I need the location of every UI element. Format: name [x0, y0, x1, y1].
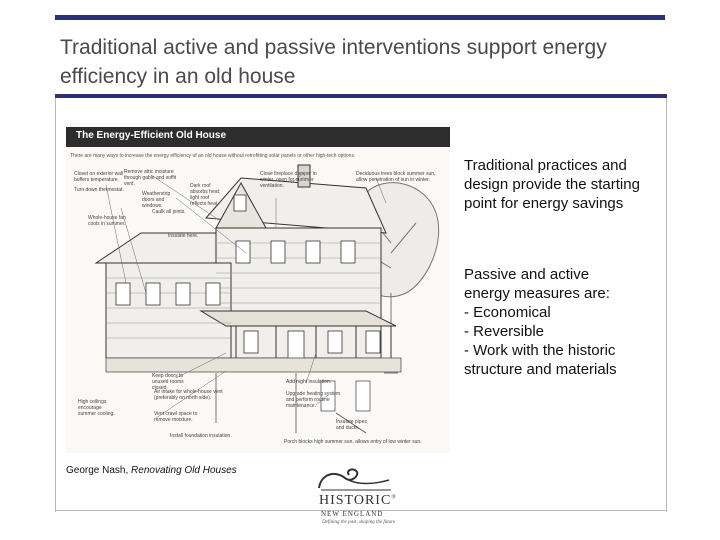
figure-callout: Remove attic moisture through gable and soffit vent. — [124, 169, 177, 187]
figure-callout: Vent crawl space to remove moisture. — [154, 411, 198, 423]
paragraph-line: Passive and active — [464, 266, 590, 283]
figure-callout: Upgrade heating system and perform routine maintenance. — [286, 391, 341, 409]
paragraph-line: - Work with the historic — [464, 342, 616, 359]
figure-callout: Weatherstrip doors and windows. — [142, 191, 171, 209]
figure-callout: Caulk all joints. — [152, 209, 186, 215]
figure-callout: Turn down thermostat. — [74, 187, 124, 193]
logo-scroll-emblem — [305, 466, 415, 496]
figure-callout: Deciduous trees block summer sun, allow penetration of sun in winter. — [356, 171, 436, 183]
body-paragraph-1: Traditional practices and design provide the starting point for energy savings — [464, 157, 640, 212]
figure-callout: Air intake for whole-house vent (preferably on north side). — [154, 389, 223, 401]
paragraph-line: structure and materials — [464, 361, 617, 378]
figure-callout: Dark roof absorbs heat; light roof reflects heat. — [190, 183, 221, 207]
figure-callout: Keep doors to unused rooms closed. — [152, 373, 184, 391]
figure-callout: Whole-house fan cools in summer. — [88, 215, 126, 227]
figure-callout: Close fireplace damper in winter, open for summer ventilation. — [260, 171, 317, 189]
figure-callout: Insulate pipes and ducts. — [336, 419, 367, 431]
slide-title: Traditional active and passive interventions support energy efficiency in an old house — [60, 36, 607, 88]
paragraph-line: - Reversible — [464, 323, 545, 340]
figure-title-bar — [66, 127, 450, 147]
figure-title: The Energy-Efficient Old House — [76, 130, 227, 141]
image-credit — [66, 465, 237, 476]
figure-callout: Porch blocks high summer sun, allows entry of low winter sun. — [284, 439, 422, 445]
body-paragraph-2 — [464, 265, 659, 379]
registered-mark: ® — [391, 494, 397, 501]
logo-subtitle: NEW ENGLAND — [321, 510, 384, 518]
logo-name-text: HISTORIC — [319, 493, 392, 508]
figure-intro: There are many ways to increase the energy efficiency of an old house without retrofitting solar panels or other high-tech options. — [70, 153, 356, 159]
panel-top-rule — [55, 94, 667, 98]
figure-callout: Add night insulation. — [286, 379, 332, 385]
paragraph-line: energy measures are: — [464, 285, 610, 302]
figure-callout: High ceilings encourage summer cooling. — [78, 399, 115, 417]
credit-work: Renovating Old Houses — [131, 465, 237, 476]
logo-tagline: Defining the past, shaping the future — [322, 520, 396, 525]
paragraph-line: - Economical — [464, 304, 551, 321]
figure-callout: Closet on exterior wall buffers temperature. — [74, 171, 124, 183]
logo-name — [319, 493, 397, 509]
title-rule — [55, 15, 665, 20]
credit-author: George Nash, — [66, 465, 132, 476]
house-illustration — [66, 123, 450, 453]
figure-callout: Install foundation insulation. — [170, 433, 232, 439]
figure-callout: Insulate here. — [168, 233, 199, 239]
historic-new-england-logo — [305, 466, 415, 532]
